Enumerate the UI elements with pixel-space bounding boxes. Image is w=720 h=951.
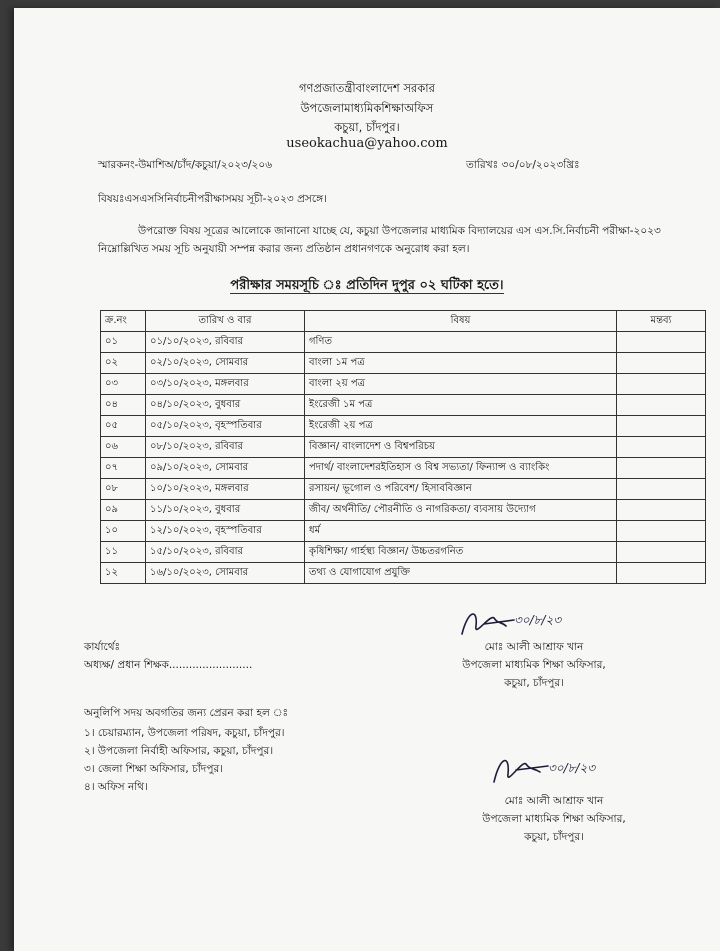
row-remark (617, 542, 706, 563)
table-header-row (101, 311, 706, 332)
row-remark (617, 332, 706, 353)
row-serial: ০৫ (101, 416, 146, 437)
table-row (101, 563, 706, 584)
row-subject: পদার্থ/ বাংলাদেশরইতিহাস ও বিশ্ব সভ্যতা/ ফিন্যান্স ও ব্যাংকিং (305, 458, 617, 479)
table-row (101, 479, 706, 500)
memo-reference: স্মারকনং-উমাশিঅ/চাঁদ/কচুয়া/২০২৩/২০৬ (98, 159, 273, 171)
row-serial: ০১ (101, 332, 146, 353)
table-row (101, 416, 706, 437)
signer-place-1: কচুয়া, চাঁদপুর। (504, 677, 564, 689)
table-row (101, 437, 706, 458)
copy-intro: অনুলিপি সদয় অবগতির জন্য প্রেরন করা হল ঃ (84, 707, 289, 719)
row-serial: ০৬ (101, 437, 146, 458)
row-subject: জীব/ অর্থনীতি/ পৌরনীতি ও নাগরিকতা/ ব্যবসায় উদ্যোগ (305, 500, 617, 521)
row-serial: ০৯ (101, 500, 146, 521)
table-row (101, 458, 706, 479)
copy-item: ১। চেয়ারম্যান, উপজেলা পরিষদ, কচুয়া, চাঁদপুর। (84, 727, 285, 739)
table-row (101, 332, 706, 353)
signer-name-1: মোঃ আলী আশ্রাফ খান (484, 641, 584, 653)
row-subject: ইংরেজী ১ম পত্র (305, 395, 617, 416)
row-date: ০১/১০/২০২৩, রবিবার (146, 332, 305, 353)
header-subject: বিষয় (305, 311, 617, 332)
row-remark (617, 353, 706, 374)
office-name: উপজেলামাধ্যমিকশিক্ষাঅফিস (300, 101, 434, 115)
row-remark (617, 563, 706, 584)
signature-date-2: ৩০/৮/২৩ (548, 761, 596, 775)
row-subject: রসায়ন/ ভূগোল ও পরিবেশ/ হিসাববিজ্ঞান (305, 479, 617, 500)
header-serial: ক্র.নং (101, 311, 146, 332)
row-subject: ধর্ম (305, 521, 617, 542)
govt-title: গণপ্রজাতন্ত্রীবাংলাদেশ সরকার (299, 81, 435, 95)
copy-item: ২। উপজেলা নির্বাহী অফিসার, কচুয়া, চাঁদপুর। (84, 745, 274, 757)
signer-place-2: কচুয়া, চাঁদপুর। (524, 831, 584, 843)
row-date: ০৪/১০/২০২৩, বুধবার (146, 395, 305, 416)
row-subject: তথ্য ও যোগাযোগ প্রযুক্তি (305, 563, 617, 584)
row-date: ০২/১০/২০২৩, সোমবার (146, 353, 305, 374)
document-page (14, 8, 720, 951)
table-row (101, 374, 706, 395)
row-serial: ০৭ (101, 458, 146, 479)
for-action-label: কার্যার্থেঃ (84, 641, 121, 653)
signature-2 (484, 748, 634, 792)
row-date: ০৩/১০/২০২৩, মঙ্গলবার (146, 374, 305, 395)
row-serial: ১১ (101, 542, 146, 563)
row-remark (617, 374, 706, 395)
row-subject: বিজ্ঞান/ বাংলাদেশ ও বিশ্বপরিচয় (305, 437, 617, 458)
subject-line: বিষয়ঃএসএসসিনির্বাচনীপরীক্ষাসময় সূচী-২০২৩ প্রসঙ্গে। (98, 193, 327, 205)
table-row (101, 395, 706, 416)
body-paragraph: উপরোক্ত বিষয় সূত্রের আলোকে জানানো যাচ্ছে যে, কচুয়া উপজেলার মাধ্যমিক বিদ্যালয়ের এস এস.সি.নির্বাচনী পরীক্ষা-২০২৩ নিম্নোল্লিখিত সময় সূচি অনুযায়ী সম্পন্ন করার জন্য প্রতিষ্ঠান প্রধানগণকে অনুরোধ করা হল। (98, 225, 661, 255)
row-subject: বাংলা ১ম পত্র (305, 353, 617, 374)
signer-name-2: মোঃ আলী আশ্রাফ খান (504, 795, 604, 807)
row-subject: বাংলা ২য় পত্র (305, 374, 617, 395)
row-remark (617, 416, 706, 437)
signer-title-1: উপজেলা মাধ্যমিক শিক্ষা অফিসার, (462, 659, 606, 671)
row-date: ০৮/১০/২০২৩, রবিবার (146, 437, 305, 458)
row-serial: ১০ (101, 521, 146, 542)
row-serial: ০৮ (101, 479, 146, 500)
table-row (101, 542, 706, 563)
row-subject: ইংরেজী ২য় পত্র (305, 416, 617, 437)
row-date: ১১/১০/২০২৩, বুধবার (146, 500, 305, 521)
row-date: ১০/১০/২০২৩, মঙ্গলবার (146, 479, 305, 500)
row-serial: ০২ (101, 353, 146, 374)
row-remark (617, 521, 706, 542)
signature-1 (454, 604, 604, 644)
row-subject: গণিত (305, 332, 617, 353)
memo-date: তারিখঃ ৩০/০৮/২০২৩খ্রিঃ (466, 159, 580, 171)
row-remark (617, 437, 706, 458)
row-serial: ০৪ (101, 395, 146, 416)
table-row (101, 353, 706, 374)
office-email: useokachua@yahoo.com (286, 136, 448, 151)
signer-title-2: উপজেলা মাধ্যমিক শিক্ষা অফিসার, (482, 813, 626, 825)
table-row (101, 521, 706, 542)
copy-item: ৪। অফিস নথি। (84, 781, 148, 793)
row-date: ০৫/১০/২০২৩, বৃহস্পতিবার (146, 416, 305, 437)
header-date: তারিখ ও বার (146, 311, 305, 332)
schedule-heading-text: পরীক্ষার সময়সূচি ঃ প্রতিদিন দুপুর ০২ ঘটিকা হতে। (230, 278, 504, 293)
schedule-heading (14, 276, 720, 297)
schedule-table (100, 310, 706, 584)
row-remark (617, 500, 706, 521)
row-date: ১৬/১০/২০২৩, সোমবার (146, 563, 305, 584)
header-remark: মন্তব্য (617, 311, 706, 332)
office-location: কচুয়া, চাঁদপুর। (334, 120, 400, 134)
signature-date-1: ৩০/৮/২৩ (514, 613, 562, 627)
row-serial: ০৩ (101, 374, 146, 395)
recipient-line: অধ্যক্ষ/ প্রধান শিক্ষক......................... (84, 659, 253, 671)
row-date: ১৫/১০/২০২৩, রবিবার (146, 542, 305, 563)
row-remark (617, 395, 706, 416)
row-date: ০৯/১০/২০২৩, সোমবার (146, 458, 305, 479)
row-remark (617, 479, 706, 500)
table-row (101, 500, 706, 521)
row-serial: ১২ (101, 563, 146, 584)
row-remark (617, 458, 706, 479)
row-date: ১২/১০/২০২৩, বৃহস্পতিবার (146, 521, 305, 542)
copy-item: ৩। জেলা শিক্ষা অফিসার, চাঁদপুর। (84, 763, 223, 775)
row-subject: কৃষিশিক্ষা/ গার্হস্থ্য বিজ্ঞান/ উচ্চতরগনিত (305, 542, 617, 563)
